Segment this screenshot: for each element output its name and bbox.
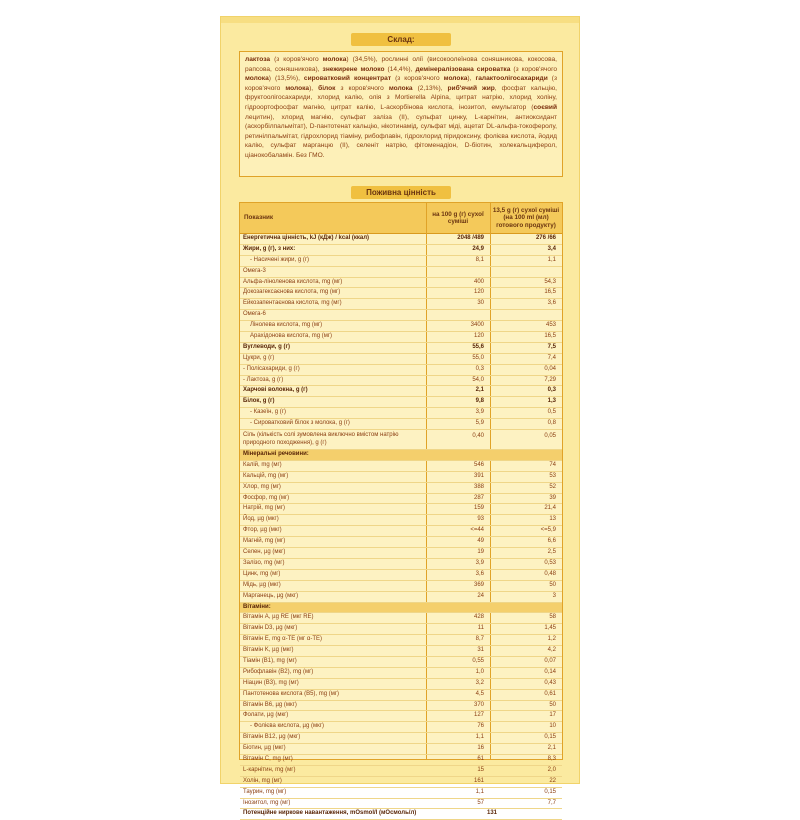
composition-segment: ), [309,84,319,92]
row-value-100g: 1,1 [475,734,484,741]
row-value-13-5g: 13 [549,516,556,523]
row-value-100g: 127 [473,712,484,719]
composition-highlight: соєвий [533,103,557,111]
row-label: Хлор, mg (мг) [243,483,281,490]
row-value-13-5g: 0,8 [547,420,556,427]
row-label: Вітамін E, mg α-TE (мг α-TE) [243,636,323,643]
row-value-13-5g: 0,61 [544,690,556,697]
composition-title: Склад: [351,33,451,46]
composition-segment: (14,4%), [384,65,416,73]
row-value-100g: 9,8 [475,398,484,405]
row-value-13-5g: 2,5 [547,549,556,556]
row-label: Йод, µg (мкг) [243,516,279,523]
table-row [240,635,562,646]
table-row [240,559,562,570]
table-row [240,755,562,766]
row-value-100g: 0,40 [472,433,484,440]
row-value-100g: 55,6 [472,343,484,350]
row-label: Таурин, mg (мг) [243,788,287,795]
row-value-100g: 5,9 [475,420,484,427]
table-row [240,581,562,592]
table-row [240,722,562,733]
row-value-100g: 1,0 [475,668,484,675]
row-value-100g: 4,5 [475,690,484,697]
table-row [240,267,562,278]
composition-highlight: молока [285,84,310,92]
row-value-13-5g: 3,4 [547,245,556,252]
row-value-100g: 3,9 [475,409,484,416]
composition-highlight: риб'ячий жир [447,84,495,92]
row-label: Рибофлавін (B2), mg (мг) [243,668,314,675]
table-row [240,332,562,343]
table-row [240,376,562,387]
row-label: - Полісахариди, g (г) [243,365,300,372]
table-row [240,613,562,624]
row-value-13-5g: 10 [549,723,556,730]
row-value-13-5g: 22 [549,777,556,784]
row-label: Вітамін B12, µg (мкг) [243,734,301,741]
row-label: - Лактоза, g (г) [243,376,284,383]
row-value-100g: 131 [486,810,497,817]
row-value-13-5g: 453 [545,322,556,329]
row-label: Залізо, mg (мг) [243,559,285,566]
table-row [240,397,562,408]
table-row [240,354,562,365]
table-row [240,504,562,515]
row-label: Мінеральні речовини: [243,451,309,458]
table-row [240,419,562,430]
row-label: Ейкозапентаєнова кислота, mg (мг) [243,300,342,307]
table-row [240,668,562,679]
row-value-100g: 3,6 [475,570,484,577]
row-value-100g: 19 [477,549,484,556]
row-value-13-5g: 74 [549,461,556,468]
row-value-13-5g: 21,4 [544,505,556,512]
row-value-13-5g: 16,5 [544,333,556,340]
row-value-100g: 428 [473,614,484,621]
row-value-13-5g: 2,1 [547,745,556,752]
table-row [240,548,562,559]
header-per-100g: на 100 g (г) сухої суміші [432,210,484,225]
nutrition-table-header [240,203,562,234]
row-value-13-5g: 7,29 [544,376,556,383]
table-row [240,711,562,722]
row-value-13-5g: 0,15 [544,788,556,795]
composition-text [239,51,563,177]
row-value-13-5g: 3,6 [547,300,556,307]
row-label: Вітамін D3, µg (мкг) [243,625,298,632]
table-row [240,343,562,354]
row-label: - Насичені жири, g (г) [250,256,310,263]
row-value-100g: 391 [473,472,484,479]
table-row [240,624,562,635]
row-value-100g: 30 [477,300,484,307]
row-label: Мідь, µg (мкг) [243,581,281,588]
row-value-100g: 400 [473,278,484,285]
composition-highlight: демінералізована сироватка [415,65,511,73]
table-row [240,701,562,712]
row-label: Омега-6 [243,311,266,318]
row-value-100g: 2,1 [475,387,484,394]
table-row [240,733,562,744]
table-row [240,321,562,332]
row-value-100g: 76 [477,723,484,730]
row-value-100g: 8,1 [475,256,484,263]
table-row [240,430,562,450]
composition-segment: лецитин), хлорид магнію, сульфат заліза (II), сульфат цинку, L-карнітин, антиоксидант (аскорбілпальмітат), D-пантотенат кальцію, нікотинамід, сульфат міді, ацетат DL-альфа-токоферолу, ретинілпальмітат, гідрохлорид тіаміну, рибофлавін, гідрохлорид піридоксину, фолієва кислота, йодид калію, сульфат марганцю (II), селеніт натрію, фітоменадіон, D-біотин, холекальциферол, ціанокобаламін. Без ГМО. [245,113,557,159]
panel-top-strip [221,17,579,23]
row-label: Вітамін K, µg (мкг) [243,647,294,654]
table-row [240,646,562,657]
row-value-13-5g: 1,2 [547,636,556,643]
row-value-100g: 1,1 [475,788,484,795]
row-value-100g: 24,9 [472,245,484,252]
composition-highlight: галактоолігосахариди [475,75,548,83]
row-label: Докозагексаєнова кислота, mg (мг) [243,289,341,296]
row-label: Селен, µg (мкг) [243,549,286,556]
row-value-13-5g: 0,53 [544,559,556,566]
composition-highlight: білок [318,84,336,92]
composition-highlight: молока [443,75,468,83]
row-label: Потенційне ниркове навантаження, mOsmol/l (мОсмоль/л) [243,810,417,817]
row-label: Магній, mg (мг) [243,538,286,545]
table-row [240,799,562,810]
composition-segment: ) (13,5%), [268,75,304,83]
product-label-panel [220,16,580,817]
table-row [240,570,562,581]
row-value-100g: 15 [477,766,484,773]
table-row [240,679,562,690]
table-row [240,744,562,755]
row-value-100g: 61 [477,755,484,762]
table-row [240,472,562,483]
row-label: Вітамін B6, µg (мкг) [243,701,297,708]
table-row [240,515,562,526]
row-value-13-5g: 50 [549,581,556,588]
row-value-13-5g: 17 [549,712,556,719]
table-row [240,788,562,799]
composition-highlight: знежирене молоко [322,65,385,73]
row-label: Фолати, µg (мкг) [243,712,289,719]
table-row [240,365,562,376]
row-value-13-5g: 58 [549,614,556,621]
row-value-100g: 3,2 [475,679,484,686]
table-row [240,256,562,267]
row-value-100g: 31 [477,647,484,654]
row-label: - Казеїн, g (г) [250,409,286,416]
row-value-100g: 120 [473,333,484,340]
row-value-13-5g: 276 /66 [535,235,556,241]
row-value-13-5g: 0,5 [547,409,556,416]
row-value-100g: 3,9 [475,559,484,566]
row-label: Омега-3 [243,267,266,274]
row-value-13-5g: 3 [552,592,556,599]
row-label: - Фолієва кислота, µg (мкг) [250,723,324,730]
table-row [240,657,562,668]
row-value-100g: 120 [473,289,484,296]
row-value-13-5g: 6,6 [547,538,556,545]
table-row [240,483,562,494]
row-label: L-карнітин, mg (мг) [243,766,296,773]
row-value-13-5g: 0,48 [544,570,556,577]
table-row [240,299,562,310]
row-label: Ніацин (B3), mg (мг) [243,679,299,686]
row-value-100g: 388 [473,483,484,490]
row-value-100g: 370 [473,701,484,708]
row-value-100g: 24 [477,592,484,599]
composition-segment: , фосфат кальцію, фруктоолігосахариди, хлорид калію, олія з Mortierella Alpina, цитрат натрію, хлорид холіну, гідроортофосфат магнію, цитрат калію, L-аскорбінова кислота, інозитол, емульгатор ( [245,84,557,111]
row-label: Сіль (кількість солі зумовлена виключно вмістом натрію природного походження), g (г) [243,432,399,447]
row-value-100g: 546 [473,461,484,468]
composition-segment: (з коров'ячого [245,75,557,92]
row-label: Вітамін C, mg (мг) [243,755,293,762]
table-row [240,809,562,820]
row-label: Цукри, g (г) [243,354,275,361]
row-label: Фтор, µg (мкг) [243,527,282,534]
row-label: Інозитол, mg (мг) [243,799,291,806]
row-value-13-5g: 0,3 [547,387,556,394]
row-label: Арахідонова кислота, mg (мг) [250,333,333,340]
table-row [240,526,562,537]
table-row [240,288,562,299]
row-label: Фосфор, mg (мг) [243,494,290,501]
row-label: Кальцій, mg (мг) [243,472,289,479]
row-value-100g: 16 [477,745,484,752]
row-value-13-5g: 0,04 [544,365,556,372]
row-value-13-5g: 53 [549,472,556,479]
row-value-13-5g: 1,1 [547,256,556,263]
table-row [240,310,562,321]
row-value-13-5g: 2,0 [547,766,556,773]
table-row [240,537,562,548]
composition-highlight: молока [322,56,347,63]
row-value-100g: 159 [473,505,484,512]
composition-segment: (з коров'ячого [391,75,444,83]
row-value-100g: <=44 [470,527,484,534]
nutrition-title: Поживна цінність [351,186,451,199]
row-value-13-5g: <=5,9 [540,527,556,534]
row-label: Марганець, µg (мкг) [243,592,299,599]
row-label: Цинк, mg (мг) [243,570,281,577]
table-section-row [240,450,562,461]
row-value-13-5g: 0,05 [544,433,556,440]
row-value-13-5g: 52 [549,483,556,490]
row-label: Лінолева кислота, mg (мг) [250,322,323,329]
row-value-13-5g: 0,43 [544,679,556,686]
row-value-13-5g: 0,14 [544,668,556,675]
row-value-13-5g: 54,3 [544,278,556,285]
row-value-13-5g: 0,15 [544,734,556,741]
row-label: Енергетична цінність, kJ (кДж) / kcal (ккал) [243,235,370,241]
row-value-13-5g: 0,07 [544,657,556,664]
row-value-13-5g: 1,45 [544,625,556,632]
row-label: Натрій, mg (мг) [243,505,285,512]
row-label: Вітамін А, µg RE (мкг RE) [243,614,314,621]
composition-highlight: молока [245,75,269,83]
header-per-13-5g: 13,5 g (г) сухої суміші (на 100 ml (мл) готового продукту) [492,206,560,229]
row-value-100g: 93 [477,516,484,523]
composition-highlight: лактоза [245,56,271,63]
header-indicator: Показник [244,214,274,222]
row-value-100g: 55,0 [472,354,484,361]
row-label: Жири, g (г), з них: [243,245,296,252]
table-row [240,494,562,505]
table-row [240,234,562,245]
row-value-13-5g: 1,3 [547,398,556,405]
row-label: - Сироватковий білок з молока, g (г) [250,420,350,427]
row-label: Вуглеводи, g (г) [243,343,290,350]
table-row [240,386,562,397]
row-value-13-5g: 7,4 [547,354,556,361]
row-label: Тіамін (B1), mg (мг) [243,657,297,664]
row-value-100g: 369 [473,581,484,588]
row-value-13-5g: 39 [549,494,556,501]
row-value-100g: 2048 /489 [457,235,484,241]
row-value-13-5g: 7,7 [547,799,556,806]
composition-segment: ), [467,75,476,83]
composition-highlight: молока [388,84,413,92]
composition-highlight: сироватковий концентрат [303,75,392,83]
row-value-13-5g: 16,5 [544,289,556,296]
composition-segment: (2,13%), [412,84,448,92]
row-value-13-5g: 4,2 [547,647,556,654]
nutrition-table [239,202,563,817]
composition-segment: з коров'ячого [335,84,389,92]
table-row [240,690,562,701]
nutrition-rows [240,234,562,820]
table-row [240,461,562,472]
row-label: Альфа-ліноленова кислота, mg (мг) [243,278,343,285]
row-value-13-5g: 7,5 [547,343,556,350]
composition-segment: (з коров'ячого [270,56,323,63]
row-value-100g: 287 [473,494,484,501]
row-value-100g: 54,0 [472,376,484,383]
composition-segment: ) (34,5%), рослинні олії (високоолеїнова соняшникова, кокосова, рапсова, соняшникова), [245,56,558,73]
table-row [240,592,562,603]
table-row [240,278,562,289]
row-value-100g: 0,3 [475,365,484,372]
row-label: Біотин, µg (мкг) [243,745,286,752]
row-value-100g: 3400 [470,322,484,329]
row-label: Харчові волокна, g (г) [243,387,308,394]
table-row [240,245,562,256]
row-value-100g: 57 [477,799,484,806]
row-value-13-5g: 50 [549,701,556,708]
row-label: Вітаміни: [243,603,271,610]
composition-segment: (з коров'ячого [510,65,557,73]
row-label: Холін, mg (мг) [243,777,282,784]
table-row [240,408,562,419]
table-row [240,766,562,777]
row-label: Калій, mg (мг) [243,461,282,468]
row-label: Білок, g (г) [243,398,275,405]
table-section-row [240,603,562,614]
row-value-100g: 8,7 [475,636,484,643]
row-value-100g: 0,55 [472,657,484,664]
table-row [240,777,562,788]
row-value-13-5g: 8,3 [547,755,556,762]
row-value-100g: 11 [477,625,484,632]
row-value-100g: 49 [477,538,484,545]
row-label: Пантотенова кислота (B5), mg (мг) [243,690,340,697]
row-value-100g: 161 [473,777,484,784]
